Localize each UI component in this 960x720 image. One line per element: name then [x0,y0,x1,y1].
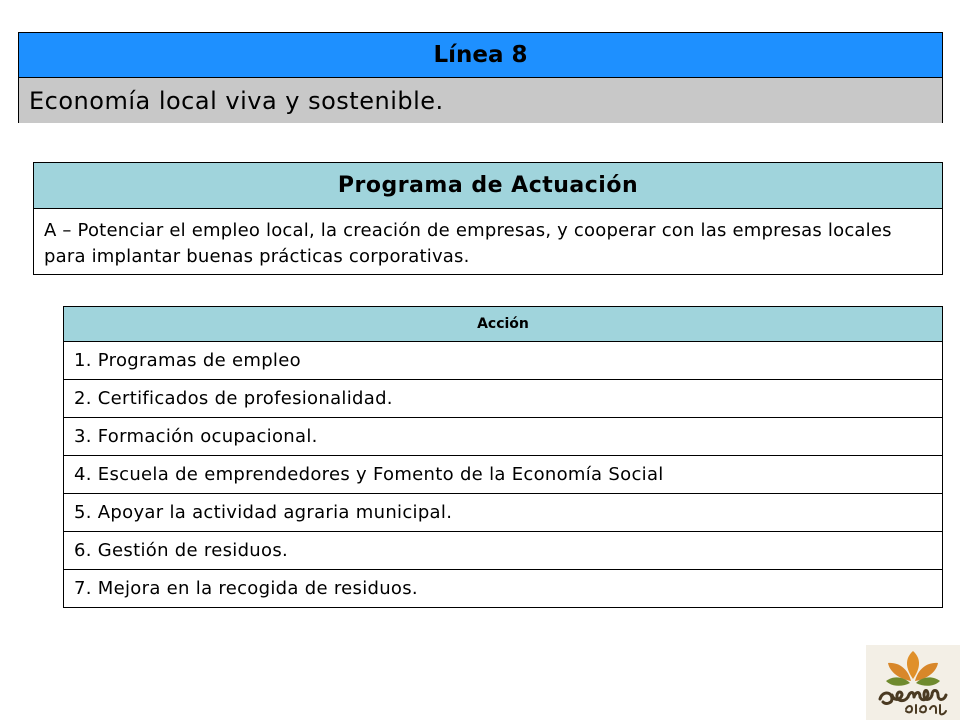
programa-title: Programa de Actuación [34,163,942,209]
logo-script-agenda [880,691,946,704]
accion-row-6: 6. Gestión de residuos. [64,532,943,570]
table-row [64,418,943,456]
table-row [64,456,943,494]
accion-row-5: 5. Apoyar la actividad agraria municipal. [64,494,943,532]
linea-subtitle: Economía local viva y sostenible. [19,78,942,123]
table-header-row [64,307,943,342]
accion-row-4: 4. Escuela de emprendedores y Fomento de la Economía Social [64,456,943,494]
accion-row-3: 3. Formación ocupacional. [64,418,943,456]
table-row [64,532,943,570]
programa-description: A – Potenciar el empleo local, la creación de empresas, y cooperar con las empresas locales para implantar buenas prácticas corporativas. [44,220,892,267]
table-row [64,570,943,608]
linea-box [18,32,943,123]
programa-box [33,162,943,275]
flower-logo-icon [866,645,960,720]
accion-row-1: 1. Programas de empleo [64,342,943,380]
logo-script-local21 [906,705,946,714]
table-row [64,380,943,418]
accion-row-2: 2. Certificados de profesionalidad. [64,380,943,418]
agenda-local-21-logo [866,645,960,720]
accion-table [63,306,943,608]
linea-title: Línea 8 [19,33,942,78]
petal-top [907,651,919,679]
table-row [64,494,943,532]
accion-header: Acción [64,307,943,342]
table-row [64,342,943,380]
accion-row-7: 7. Mejora en la recogida de residuos. [64,570,943,608]
